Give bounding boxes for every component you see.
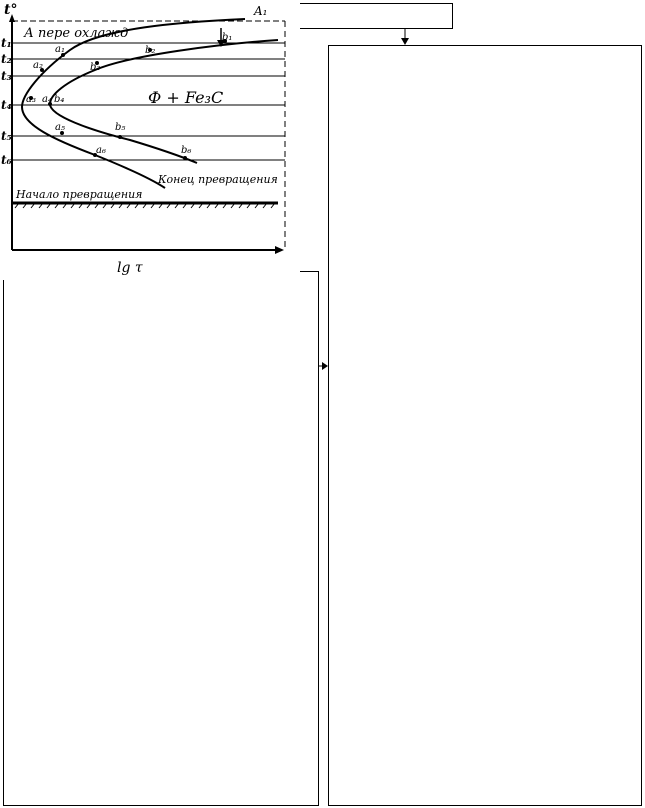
point-a4: a₄ [42,94,52,105]
c-curve-diagram [0,0,300,280]
point-b5: b₅ [115,122,126,133]
point-b4: b₄ [54,94,65,105]
products-label: Ф + Fe₃C [148,88,224,107]
point-b1: b₁ [222,32,233,43]
tick-t6: t₆ [1,153,12,167]
a1-label: A₁ [254,4,268,18]
start-curve-label: Начало превращения [16,188,143,201]
tick-t2: t₂ [1,52,12,66]
end-curve-label: Конец превращения [158,173,278,186]
right-panel [328,45,642,806]
tick-t4: t₄ [1,98,12,112]
point-a2: a₂ [33,60,43,71]
point-b6: b₆ [181,145,192,156]
austenite-label: А пере охлажд [24,26,129,41]
tick-t1: t₁ [1,36,12,50]
x-axis-label: lg τ [117,260,143,276]
tick-t3: t₃ [1,69,12,83]
point-a1: a₁ [55,44,65,55]
point-a3: a₃ [26,94,36,105]
y-axis-label: t° [4,2,18,18]
point-a6: a₆ [96,145,106,156]
tick-t5: t₅ [1,129,12,143]
point-b3: b₃ [90,62,101,73]
left-panel [3,271,319,806]
point-b2: b₂ [145,45,156,56]
point-a5: a₅ [55,122,65,133]
